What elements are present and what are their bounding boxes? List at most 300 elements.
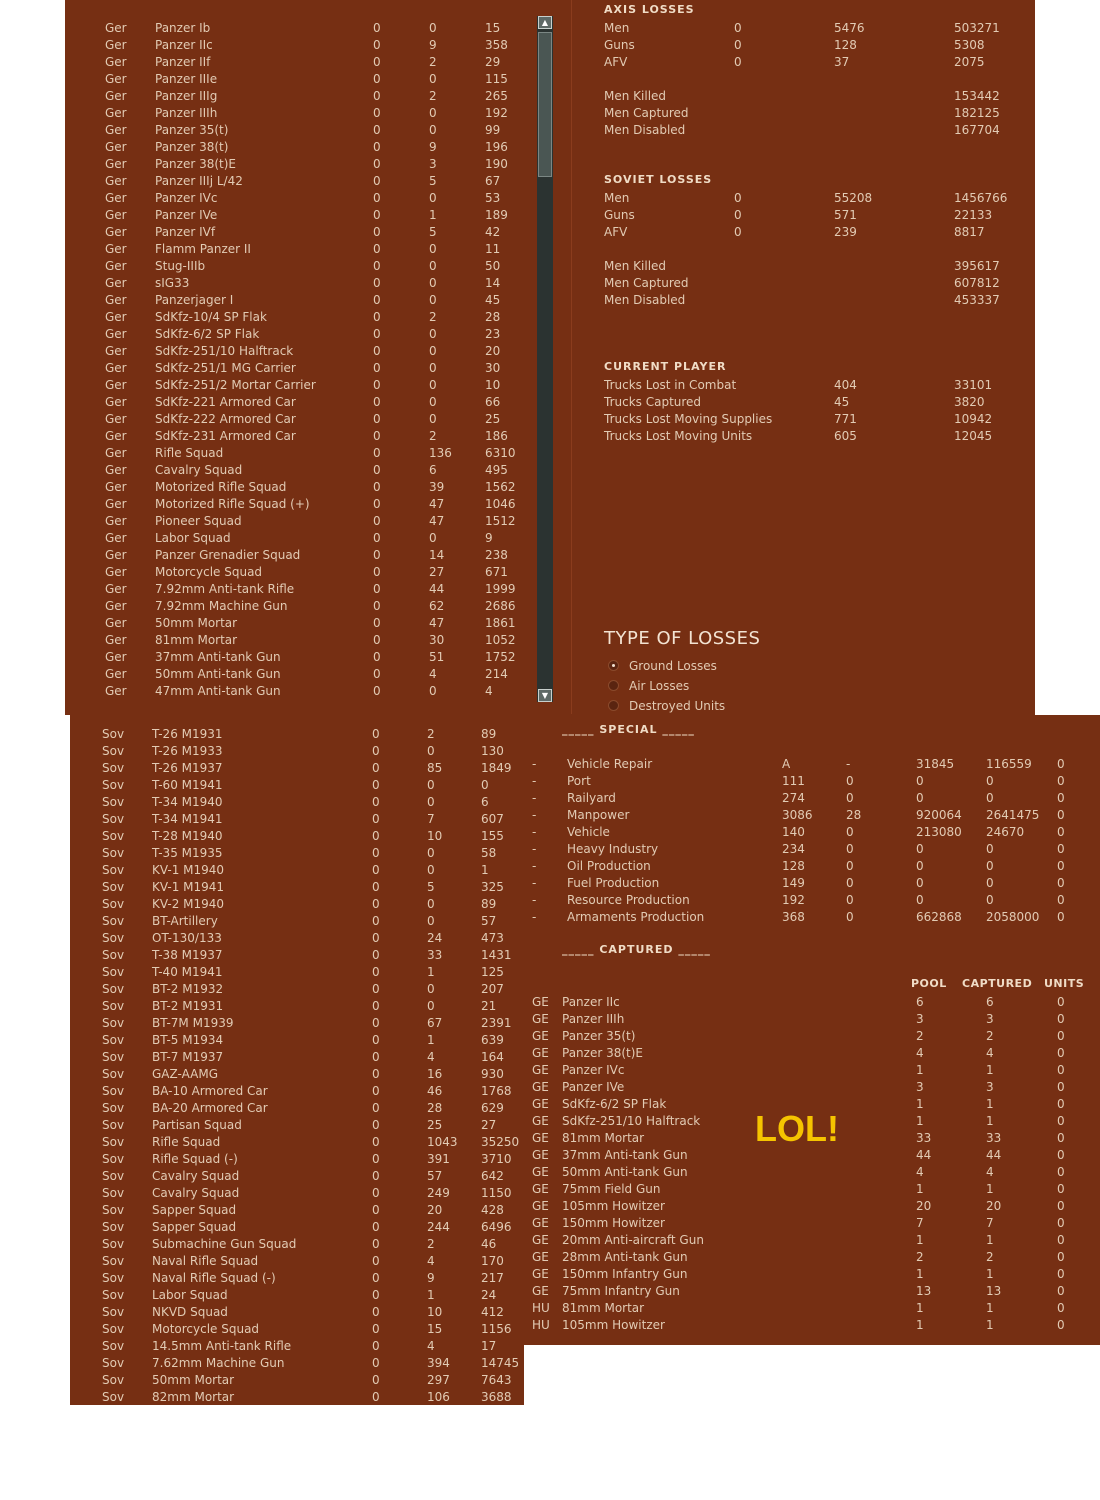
- axis-casualty-row-cell: 182125: [954, 106, 1000, 120]
- ger-unit-row-cell: 0: [429, 191, 437, 205]
- ger-unit-row-cell: 1999: [485, 582, 516, 596]
- ger-unit-row-cell: 14: [429, 548, 445, 562]
- ger-unit-row-cell: Panzer IIIh: [155, 106, 218, 120]
- sov-unit-row-cell: Sov: [102, 1288, 125, 1302]
- ger-unit-row-cell: Ger: [105, 497, 127, 511]
- ger-units-list: [65, 20, 535, 710]
- current-player-row-cell: Trucks Captured: [604, 395, 702, 409]
- sov-unit-row-cell: 0: [427, 744, 435, 758]
- captured-row-cell: 0: [1057, 1131, 1065, 1145]
- sov-unit-row-cell: 125: [481, 965, 504, 979]
- ger-unit-row-cell: SdKfz-231 Armored Car: [155, 429, 296, 443]
- special-row-cell: 0: [846, 825, 854, 839]
- current-player-row-cell: 12045: [954, 429, 993, 443]
- current-player-row-cell: Trucks Lost in Combat: [604, 378, 737, 392]
- sov-unit-row-cell: 0: [372, 1305, 380, 1319]
- special-row-cell: 368: [782, 910, 805, 924]
- captured-row-cell: GE: [532, 1097, 549, 1111]
- special-row-cell: 0: [986, 791, 994, 805]
- special-row-cell: 149: [782, 876, 805, 890]
- sov-unit-row-cell: 0: [372, 1288, 380, 1302]
- ger-unit-row-cell: 115: [485, 72, 508, 86]
- scroll-thumb[interactable]: [538, 32, 552, 177]
- sov-unit-row-cell: BA-10 Armored Car: [152, 1084, 268, 1098]
- ger-unit-row-cell: Stug-IIIb: [155, 259, 206, 273]
- ger-unit-row-cell: sIG33: [155, 276, 190, 290]
- sov-unit-row-cell: 0: [372, 897, 380, 911]
- sov-unit-row-cell: 1: [427, 1033, 435, 1047]
- current-player-row-cell: Trucks Lost Moving Units: [604, 429, 753, 443]
- sov-unit-row-cell: 7.62mm Machine Gun: [152, 1356, 285, 1370]
- sov-unit-row-cell: 391: [427, 1152, 450, 1166]
- axis-loss-row-cell: 128: [834, 38, 857, 52]
- soviet-loss-row-cell: Men: [604, 191, 630, 205]
- sov-unit-row-cell: 1: [427, 965, 435, 979]
- captured-row-cell: 0: [1057, 1284, 1065, 1298]
- special-row-cell: 0: [916, 876, 924, 890]
- sov-unit-row-cell: 0: [372, 1016, 380, 1030]
- captured-row-cell: 13: [986, 1284, 1002, 1298]
- sov-unit-row-cell: Naval Rifle Squad: [152, 1254, 259, 1268]
- ger-unit-row-cell: Ger: [105, 242, 127, 256]
- captured-row-cell: GE: [532, 1250, 549, 1264]
- ger-unit-row-cell: Ger: [105, 565, 127, 579]
- axis-loss-row-cell: Men: [604, 21, 630, 35]
- captured-row-cell: 1: [986, 1267, 994, 1281]
- ger-unit-row-cell: Ger: [105, 89, 127, 103]
- sov-unit-row-cell: 57: [481, 914, 497, 928]
- special-row-cell: 0: [916, 791, 924, 805]
- sov-unit-row-cell: Sov: [102, 1305, 125, 1319]
- captured-row-cell: 3: [986, 1080, 994, 1094]
- sov-unit-row-cell: 16: [427, 1067, 443, 1081]
- sov-unit-row-cell: Sov: [102, 1339, 125, 1353]
- ger-unit-row-cell: 47: [429, 514, 445, 528]
- special-row-cell: 0: [916, 859, 924, 873]
- ger-unit-row-cell: SdKfz-222 Armored Car: [155, 412, 296, 426]
- captured-row-cell: 4: [986, 1165, 994, 1179]
- axis-casualty-row-cell: 167704: [954, 123, 1000, 137]
- ger-unit-row-cell: 27: [429, 565, 445, 579]
- ger-unit-row-cell: 0: [373, 276, 381, 290]
- ger-unit-row-cell: 238: [485, 548, 508, 562]
- sov-unit-row-cell: 10: [427, 1305, 443, 1319]
- axis-loss-row-cell: 2075: [954, 55, 985, 69]
- ger-unit-row-cell: 214: [485, 667, 508, 681]
- ger-unit-row-cell: Ger: [105, 582, 127, 596]
- sov-unit-row-cell: Sov: [102, 965, 125, 979]
- ger-unit-row-cell: 0: [373, 157, 381, 171]
- sov-unit-row-cell: 244: [427, 1220, 450, 1234]
- ger-unit-row-cell: Ger: [105, 412, 127, 426]
- sov-unit-row-cell: 35250: [481, 1135, 520, 1149]
- ger-unit-row-cell: 1046: [485, 497, 516, 511]
- radio-button-icon[interactable]: [608, 700, 619, 711]
- special-row-cell: -: [532, 859, 537, 873]
- captured-row-cell: 105mm Howitzer: [562, 1318, 665, 1332]
- sov-unit-row-cell: Sov: [102, 761, 125, 775]
- captured-row-cell: 1: [916, 1233, 924, 1247]
- sov-unit-row-cell: Sov: [102, 1373, 125, 1387]
- sov-unit-row-cell: KV-2 M1940: [152, 897, 225, 911]
- current-player-row-cell: Trucks Lost Moving Supplies: [604, 412, 773, 426]
- sov-unit-row-cell: Rifle Squad: [152, 1135, 221, 1149]
- captured-row-cell: 1: [986, 1097, 994, 1111]
- sov-unit-row-cell: Sov: [102, 1084, 125, 1098]
- ger-unit-row-cell: 62: [429, 599, 445, 613]
- sov-unit-row-cell: 0: [372, 812, 380, 826]
- ger-unit-row-cell: 0: [373, 310, 381, 324]
- special-row-cell: 274: [782, 791, 805, 805]
- ger-unit-row-cell: 0: [373, 616, 381, 630]
- ger-unit-row-cell: Panzer IIIj L/42: [155, 174, 243, 188]
- special-title: _____ SPECIAL _____: [562, 723, 695, 736]
- sov-unit-row-cell: 207: [481, 982, 504, 996]
- sov-unit-row-cell: Sov: [102, 1203, 125, 1217]
- captured-row-cell: GE: [532, 1284, 549, 1298]
- ger-unit-row-cell: 0: [373, 446, 381, 460]
- sov-unit-row-cell: 0: [427, 778, 435, 792]
- sov-unit-row-cell: Sov: [102, 778, 125, 792]
- sov-unit-row-cell: 0: [372, 1356, 380, 1370]
- special-row-cell: 28: [846, 808, 862, 822]
- special-row-cell: 0: [1057, 791, 1065, 805]
- axis-loss-row-cell: 0: [734, 55, 742, 69]
- ger-unit-row-cell: 0: [373, 225, 381, 239]
- ger-unit-row-cell: 42: [485, 225, 501, 239]
- sov-unit-row-cell: 164: [481, 1050, 504, 1064]
- ger-unit-row-cell: Ger: [105, 157, 127, 171]
- sov-units-list: [70, 726, 524, 1405]
- sov-unit-row-cell: 9: [427, 1271, 435, 1285]
- ger-unit-row-cell: 0: [373, 480, 381, 494]
- ger-unit-row-cell: 192: [485, 106, 508, 120]
- captured-row-cell: 6: [916, 995, 924, 1009]
- special-row-cell: 0: [986, 859, 994, 873]
- sov-unit-row-cell: 0: [372, 1271, 380, 1285]
- ger-unit-row-cell: 47mm Anti-tank Gun: [155, 684, 281, 698]
- ger-unit-row-cell: Ger: [105, 633, 127, 647]
- ger-unit-row-cell: Labor Squad: [155, 531, 231, 545]
- sov-unit-row-cell: 14.5mm Anti-tank Rifle: [152, 1339, 292, 1353]
- ger-unit-row-cell: 0: [429, 378, 437, 392]
- ger-unit-row-cell: Ger: [105, 429, 127, 443]
- ger-unit-row-cell: 5: [429, 174, 437, 188]
- sov-unit-row-cell: BT-Artillery: [152, 914, 218, 928]
- sov-unit-row-cell: 0: [372, 1339, 380, 1353]
- special-row-cell: Resource Production: [567, 893, 690, 907]
- sov-unit-row-cell: 10: [427, 829, 443, 843]
- sov-unit-row-cell: 0: [427, 846, 435, 860]
- captured-row-cell: 33: [986, 1131, 1002, 1145]
- special-row-cell: -: [532, 893, 537, 907]
- sov-unit-row-cell: Sapper Squad: [152, 1203, 237, 1217]
- sov-unit-row-cell: 0: [372, 1118, 380, 1132]
- special-row-cell: 0: [916, 893, 924, 907]
- captured-row-cell: GE: [532, 1029, 549, 1043]
- sov-unit-row-cell: 89: [481, 727, 497, 741]
- sov-unit-row-cell: 58: [481, 846, 497, 860]
- ger-unit-row-cell: Panzer IIIg: [155, 89, 218, 103]
- sov-unit-row-cell: 46: [481, 1237, 497, 1251]
- sov-unit-row-cell: 639: [481, 1033, 504, 1047]
- sov-unit-row-cell: 642: [481, 1169, 504, 1183]
- loss-summary-panel: [572, 0, 1035, 715]
- sov-unit-row-cell: Sov: [102, 1356, 125, 1370]
- captured-row-cell: 1: [916, 1301, 924, 1315]
- ger-unit-row-cell: 358: [485, 38, 508, 52]
- sov-unit-row-cell: 14745: [481, 1356, 520, 1370]
- sov-unit-row-cell: Sapper Squad: [152, 1220, 237, 1234]
- ger-unit-row-cell: Ger: [105, 667, 127, 681]
- sov-unit-row-cell: 0: [427, 982, 435, 996]
- captured-row-cell: 4: [916, 1046, 924, 1060]
- ger-unit-row-cell: 15: [485, 21, 501, 35]
- ger-unit-row-cell: 9: [429, 38, 437, 52]
- sov-unit-row-cell: Sov: [102, 863, 125, 877]
- sov-unit-row-cell: Sov: [102, 1067, 125, 1081]
- sov-unit-row-cell: BT-7 M1937: [152, 1050, 224, 1064]
- sov-unit-row-cell: 412: [481, 1305, 504, 1319]
- special-row-cell: 0: [1057, 876, 1065, 890]
- captured-row-cell: 1: [916, 1114, 924, 1128]
- sov-unit-row-cell: 57: [427, 1169, 443, 1183]
- ger-unit-row-cell: 1512: [485, 514, 516, 528]
- ger-unit-row-cell: SdKfz-10/4 SP Flak: [155, 310, 267, 324]
- sov-unit-row-cell: 0: [427, 863, 435, 877]
- captured-row-cell: 3: [916, 1080, 924, 1094]
- captured-row-cell: 4: [986, 1046, 994, 1060]
- ger-unit-row-cell: 0: [373, 684, 381, 698]
- special-row-cell: 0: [846, 893, 854, 907]
- ger-unit-row-cell: 0: [373, 531, 381, 545]
- sov-unit-row-cell: Cavalry Squad: [152, 1169, 240, 1183]
- ger-unit-row-cell: 0: [429, 276, 437, 290]
- ger-unit-row-cell: 2686: [485, 599, 516, 613]
- sov-unit-row-cell: 0: [372, 880, 380, 894]
- captured-row-cell: 0: [1057, 1267, 1065, 1281]
- ger-unit-row-cell: 51: [429, 650, 445, 664]
- captured-row-cell: GE: [532, 1148, 549, 1162]
- sov-unit-row-cell: 130: [481, 744, 504, 758]
- ger-unit-row-cell: 0: [429, 72, 437, 86]
- sov-unit-row-cell: 217: [481, 1271, 504, 1285]
- scroll-up-button[interactable]: ▲: [538, 16, 552, 29]
- ger-unit-row-cell: 23: [485, 327, 501, 341]
- special-row-cell: 111: [782, 774, 805, 788]
- sov-unit-row-cell: 0: [372, 1322, 380, 1336]
- soviet-casualty-row-cell: Men Disabled: [604, 293, 686, 307]
- sov-unit-row-cell: Sov: [102, 812, 125, 826]
- ger-unit-row-cell: 30: [429, 633, 445, 647]
- sov-unit-row-cell: Sov: [102, 999, 125, 1013]
- captured-row-cell: 0: [1057, 1165, 1065, 1179]
- sov-unit-row-cell: 27: [481, 1118, 497, 1132]
- captured-row-cell: 3: [986, 1012, 994, 1026]
- captured-header-units: UNITS: [1044, 977, 1085, 990]
- special-row-cell: -: [846, 757, 851, 771]
- sov-unit-row-cell: Sov: [102, 1118, 125, 1132]
- ger-unit-row-cell: 495: [485, 463, 508, 477]
- ger-unit-row-cell: Ger: [105, 55, 127, 69]
- ger-unit-row-cell: 0: [373, 38, 381, 52]
- special-row-cell: Railyard: [567, 791, 616, 805]
- ger-unit-row-cell: 2: [429, 310, 437, 324]
- ger-unit-row-cell: 2: [429, 429, 437, 443]
- captured-row-cell: 0: [1057, 1114, 1065, 1128]
- ger-unit-row-cell: 0: [373, 429, 381, 443]
- sov-unit-row-cell: 21: [481, 999, 497, 1013]
- ger-unit-row-cell: 50mm Anti-tank Gun: [155, 667, 281, 681]
- captured-row-cell: 1: [916, 1267, 924, 1281]
- sov-unit-row-cell: BT-7M M1939: [152, 1016, 234, 1030]
- sov-unit-row-cell: 24: [481, 1288, 497, 1302]
- sov-unit-row-cell: 7643: [481, 1373, 512, 1387]
- sov-unit-row-cell: BT-2 M1932: [152, 982, 224, 996]
- axis-loss-row-cell: AFV: [604, 55, 628, 69]
- sov-unit-row-cell: 0: [372, 863, 380, 877]
- special-row-cell: 24670: [986, 825, 1025, 839]
- sov-unit-row-cell: 1: [427, 1288, 435, 1302]
- sov-unit-row-cell: 249: [427, 1186, 450, 1200]
- special-row-cell: 0: [846, 842, 854, 856]
- ger-unit-row-cell: 1562: [485, 480, 516, 494]
- ger-unit-row-cell: Ger: [105, 514, 127, 528]
- captured-row-cell: GE: [532, 995, 549, 1009]
- captured-row-cell: 0: [1057, 1301, 1065, 1315]
- ger-unit-row-cell: 47: [429, 497, 445, 511]
- special-row-cell: Vehicle: [567, 825, 610, 839]
- ger-unit-row-cell: 1052: [485, 633, 516, 647]
- sov-unit-row-cell: 106: [427, 1390, 450, 1404]
- ger-unit-row-cell: 0: [373, 140, 381, 154]
- sov-unit-row-cell: T-60 M1941: [152, 778, 223, 792]
- sov-unit-row-cell: 0: [372, 948, 380, 962]
- special-row-cell: 662868: [916, 910, 962, 924]
- ger-unit-row-cell: Motorized Rifle Squad: [155, 480, 287, 494]
- ger-unit-row-cell: 2: [429, 55, 437, 69]
- special-row-cell: 31845: [916, 757, 955, 771]
- sov-unit-row-cell: 4: [427, 1254, 435, 1268]
- special-row-cell: -: [532, 757, 537, 771]
- sov-unit-row-cell: Sov: [102, 1322, 125, 1336]
- sov-unit-row-cell: 0: [372, 778, 380, 792]
- sov-unit-row-cell: OT-130/133: [152, 931, 222, 945]
- captured-row-cell: 2: [986, 1250, 994, 1264]
- sov-unit-row-cell: 0: [372, 1237, 380, 1251]
- sov-unit-row-cell: 2: [427, 1237, 435, 1251]
- ger-unit-row-cell: 0: [373, 208, 381, 222]
- captured-row-cell: Panzer IVc: [562, 1063, 625, 1077]
- ger-unit-row-cell: Ger: [105, 599, 127, 613]
- ger-unit-row-cell: 0: [373, 548, 381, 562]
- sov-unit-row-cell: 1150: [481, 1186, 512, 1200]
- ger-unit-row-cell: 0: [373, 89, 381, 103]
- sov-unit-row-cell: 155: [481, 829, 504, 843]
- ger-unit-row-cell: 0: [373, 633, 381, 647]
- captured-row-cell: 150mm Infantry Gun: [562, 1267, 688, 1281]
- special-row-cell: 0: [846, 791, 854, 805]
- sov-unit-row-cell: 3710: [481, 1152, 512, 1166]
- sov-unit-row-cell: 607: [481, 812, 504, 826]
- ger-unit-row-cell: Ger: [105, 174, 127, 188]
- special-row-cell: Port: [567, 774, 591, 788]
- captured-row-cell: GE: [532, 1012, 549, 1026]
- captured-row-cell: 3: [916, 1012, 924, 1026]
- ger-unit-row-cell: 4: [429, 667, 437, 681]
- ger-unit-row-cell: 39: [429, 480, 445, 494]
- sov-unit-row-cell: 0: [372, 1220, 380, 1234]
- sov-unit-row-cell: Cavalry Squad: [152, 1186, 240, 1200]
- sov-unit-row-cell: 6: [481, 795, 489, 809]
- special-row-cell: 2641475: [986, 808, 1040, 822]
- radio-button-icon[interactable]: [608, 660, 619, 671]
- sov-unit-row-cell: 0: [372, 1135, 380, 1149]
- ger-unit-row-cell: Panzer IVc: [155, 191, 218, 205]
- sov-unit-row-cell: Sov: [102, 914, 125, 928]
- ger-unit-row-cell: 5: [429, 225, 437, 239]
- sov-unit-row-cell: 629: [481, 1101, 504, 1115]
- sov-unit-row-cell: Sov: [102, 880, 125, 894]
- sov-unit-row-cell: 170: [481, 1254, 504, 1268]
- sov-unit-row-cell: 2391: [481, 1016, 512, 1030]
- sov-unit-row-cell: T-34 M1940: [152, 795, 223, 809]
- ger-unit-row-cell: Panzer IIc: [155, 38, 213, 52]
- ger-unit-row-cell: Cavalry Squad: [155, 463, 243, 477]
- ger-unit-row-cell: 136: [429, 446, 452, 460]
- sov-unit-row-cell: 28: [427, 1101, 443, 1115]
- sov-unit-row-cell: 0: [427, 897, 435, 911]
- ger-unit-row-cell: 196: [485, 140, 508, 154]
- sov-unit-row-cell: 0: [372, 1033, 380, 1047]
- ger-unit-row-cell: 0: [373, 565, 381, 579]
- special-row-cell: 0: [1057, 910, 1065, 924]
- sov-unit-row-cell: KV-1 M1941: [152, 880, 225, 894]
- captured-row-cell: 0: [1057, 1012, 1065, 1026]
- ger-unit-row-cell: Ger: [105, 123, 127, 137]
- sov-unit-row-cell: 0: [372, 1169, 380, 1183]
- sov-unit-row-cell: 4: [427, 1050, 435, 1064]
- ger-unit-row-cell: 0: [373, 174, 381, 188]
- sov-unit-row-cell: T-34 M1941: [152, 812, 223, 826]
- captured-row-cell: GE: [532, 1267, 549, 1281]
- sov-unit-row-cell: 89: [481, 897, 497, 911]
- axis-loss-row-cell: 0: [734, 21, 742, 35]
- ger-unit-row-cell: 0: [373, 412, 381, 426]
- ger-unit-row-cell: 53: [485, 191, 501, 205]
- special-row-cell: Armaments Production: [567, 910, 705, 924]
- ger-unit-row-cell: Ger: [105, 191, 127, 205]
- ger-unit-row-cell: Panzer IIf: [155, 55, 211, 69]
- ger-units-scrollbar[interactable]: [537, 16, 553, 702]
- captured-row-cell: 0: [1057, 1080, 1065, 1094]
- radio-button-icon[interactable]: [608, 680, 619, 691]
- sov-unit-row-cell: Sov: [102, 727, 125, 741]
- axis-casualty-row-cell: Men Captured: [604, 106, 689, 120]
- sov-unit-row-cell: 7: [427, 812, 435, 826]
- sov-unit-row-cell: Partisan Squad: [152, 1118, 242, 1132]
- captured-row-cell: 81mm Mortar: [562, 1131, 645, 1145]
- loss-type-label: Air Losses: [629, 679, 690, 693]
- ger-unit-row-cell: 0: [373, 123, 381, 137]
- captured-row-cell: 1: [986, 1182, 994, 1196]
- sov-unit-row-cell: 0: [372, 1050, 380, 1064]
- sov-unit-row-cell: 0: [372, 846, 380, 860]
- ger-unit-row-cell: 0: [373, 582, 381, 596]
- soviet-loss-row-cell: 8817: [954, 225, 985, 239]
- ger-unit-row-cell: 28: [485, 310, 501, 324]
- scroll-down-button[interactable]: ▼: [538, 689, 552, 702]
